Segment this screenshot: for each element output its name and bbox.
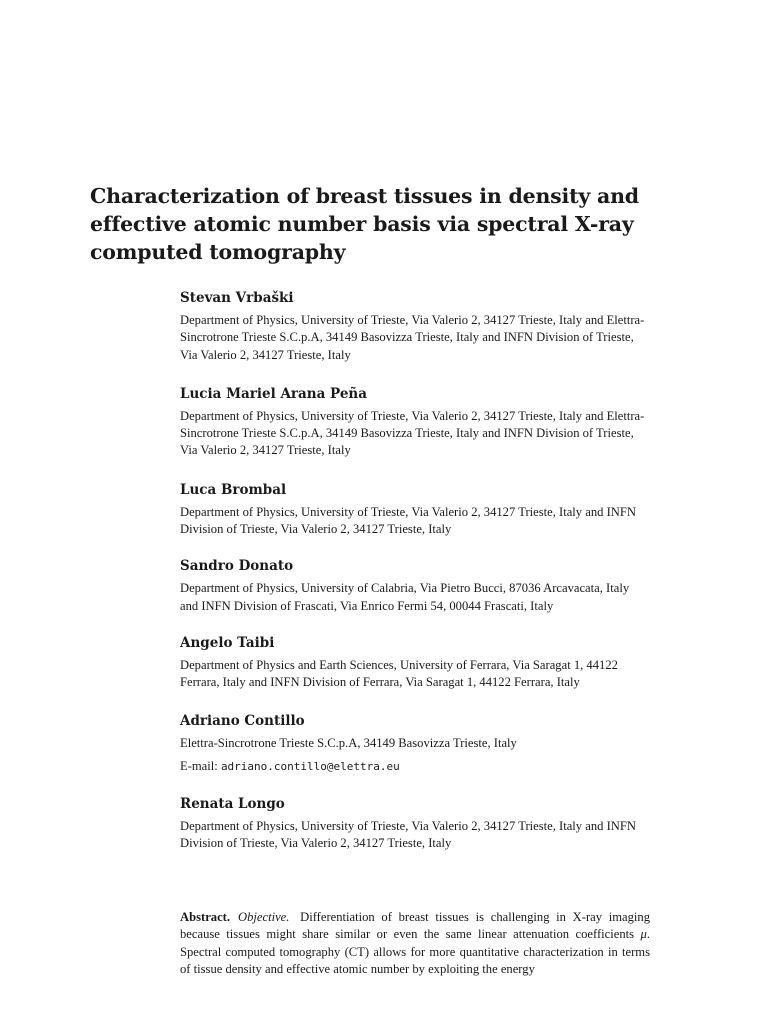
author-name: Renata Longo xyxy=(180,795,285,812)
author-affiliation: Department of Physics and Earth Sciences, University of Ferrara, Via Saragat 1, 44122 Ferrara, Italy and INFN Division of Ferrara, Via Saragat 1, 44122 Ferrara, Italy xyxy=(180,657,618,690)
email-address-link[interactable]: adriano.contillo@elettra.eu xyxy=(220,759,400,773)
abstract-text-part1: Differentiation of breast tissues is challenging in X-ray imaging because tissues might share similar or even the same linear attenuation coefficients xyxy=(180,910,651,942)
abstract-label: Abstract. xyxy=(180,910,231,924)
author-affiliation: Department of Physics, University of Trieste, Via Valerio 2, 34127 Trieste, Italy and Elettra-Sincrotrone Trieste S.C.p.A, 34149 Basovizza Trieste, Italy and INFN Division of Trieste, Via Valerio 2, 34127 Trieste, Italy xyxy=(180,408,645,458)
author-affiliation: Department of Physics, University of Trieste, Via Valerio 2, 34127 Trieste, Italy and INFN Division of Trieste, Via Valerio 2, 34127 Trieste, Italy xyxy=(180,504,636,537)
author-block xyxy=(180,385,650,460)
author-block xyxy=(180,712,650,775)
author-name: Luca Brombal xyxy=(180,481,287,498)
paper-title: Characterization of breast tissues in density and effective atomic number basis via spectral X-ray computed tomography xyxy=(90,184,639,264)
author-name: Stevan Vrbaški xyxy=(180,290,294,306)
abstract-text-part2: . Spectral computed tomography (CT) allows for more quantitative characterization in terms of tissue density and effective atomic number by exploiting the energy xyxy=(180,927,650,976)
mu-symbol: μ xyxy=(640,927,647,942)
author-name: Angelo Taibi xyxy=(180,634,275,651)
objective-label: Objective. xyxy=(238,910,290,924)
author-affiliation: Department of Physics, University of Calabria, Via Pietro Bucci, 87036 Arcavacata, Italy and INFN Division of Frascati, Via Enrico Fermi 54, 00044 Frascati, Italy xyxy=(180,581,630,613)
corresponding-email xyxy=(180,758,650,775)
email-label: E-mail: xyxy=(180,758,218,773)
author-block xyxy=(180,634,650,692)
author-affiliation: Elettra-Sincrotrone Trieste S.C.p.A, 34149 Basovizza Trieste, Italy xyxy=(180,735,517,750)
author-name: Adriano Contillo xyxy=(180,712,305,729)
author-list xyxy=(180,289,650,852)
author-name: Sandro Donato xyxy=(180,558,294,575)
author-block xyxy=(180,557,650,615)
author-block xyxy=(180,795,650,853)
author-name: Lucia Mariel Arana Peña xyxy=(180,385,367,402)
author-affiliation: Department of Physics, University of Trieste, Via Valerio 2, 34127 Trieste, Italy and Elettra-Sincrotrone Trieste S.C.p.A, 34149 Basovizza Trieste, Italy and INFN Division of Trieste, Via Valerio 2, 34127 Trieste, Italy xyxy=(180,313,645,362)
abstract xyxy=(180,909,650,978)
author-block xyxy=(180,289,650,364)
author-affiliation: Department of Physics, University of Trieste, Via Valerio 2, 34127 Trieste, Italy and INFN Division of Trieste, Via Valerio 2, 34127 Trieste, Italy xyxy=(180,818,636,851)
author-block xyxy=(180,481,650,539)
